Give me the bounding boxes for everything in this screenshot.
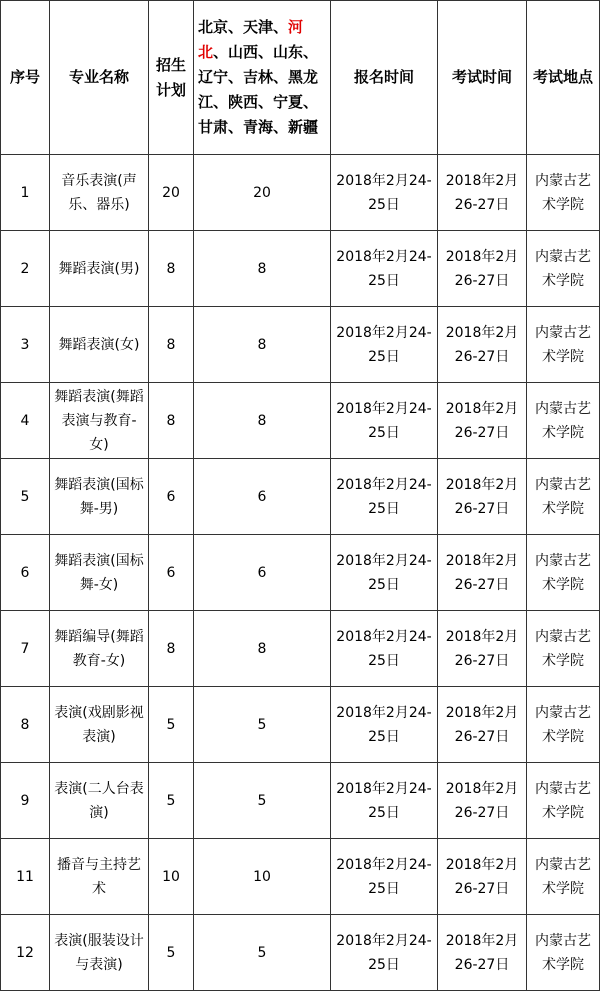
header-exam-place: 考试地点 [527,1,600,155]
table-row [1,535,600,611]
cell-exam-place: 内蒙古艺术学院 [527,915,600,991]
cell-regions: 5 [194,687,331,763]
cell-regions: 8 [194,307,331,383]
cell-exam-place: 内蒙古艺术学院 [527,307,600,383]
cell-major: 舞蹈表演(男) [50,231,149,307]
cell-seq: 8 [1,687,50,763]
cell-exam-time: 2018年2月26-27日 [438,535,527,611]
cell-exam-place: 内蒙古艺术学院 [527,231,600,307]
cell-major: 表演(二人台表演) [50,763,149,839]
cell-major: 舞蹈表演(国标舞-男) [50,459,149,535]
cell-reg-time: 2018年2月24-25日 [331,611,438,687]
header-regions-highlight: 河北 [198,18,304,61]
cell-exam-time: 2018年2月26-27日 [438,231,527,307]
cell-exam-time: 2018年2月26-27日 [438,611,527,687]
cell-major: 播音与主持艺术 [50,839,149,915]
cell-reg-time: 2018年2月24-25日 [331,459,438,535]
cell-regions: 20 [194,155,331,231]
cell-regions: 8 [194,231,331,307]
cell-plan: 20 [149,155,194,231]
cell-exam-time: 2018年2月26-27日 [438,383,527,459]
cell-exam-place: 内蒙古艺术学院 [527,383,600,459]
cell-exam-time: 2018年2月26-27日 [438,763,527,839]
cell-seq: 11 [1,839,50,915]
cell-plan: 6 [149,535,194,611]
cell-reg-time: 2018年2月24-25日 [331,763,438,839]
header-seq: 序号 [1,1,50,155]
cell-plan: 8 [149,307,194,383]
cell-plan: 5 [149,915,194,991]
cell-reg-time: 2018年2月24-25日 [331,915,438,991]
header-row [1,1,600,155]
cell-major: 舞蹈表演(女) [50,307,149,383]
cell-exam-time: 2018年2月26-27日 [438,839,527,915]
table-row [1,307,600,383]
header-regions [194,1,331,155]
table-row [1,687,600,763]
cell-reg-time: 2018年2月24-25日 [331,231,438,307]
cell-plan: 5 [149,687,194,763]
table-row [1,839,600,915]
cell-seq: 7 [1,611,50,687]
cell-seq: 12 [1,915,50,991]
cell-plan: 8 [149,611,194,687]
cell-regions: 5 [194,915,331,991]
cell-plan: 8 [149,231,194,307]
cell-reg-time: 2018年2月24-25日 [331,839,438,915]
cell-plan: 5 [149,763,194,839]
cell-major: 舞蹈表演(舞蹈表演与教育-女) [50,383,149,459]
header-reg-time: 报名时间 [331,1,438,155]
table-row [1,459,600,535]
header-exam-time: 考试时间 [438,1,527,155]
cell-reg-time: 2018年2月24-25日 [331,687,438,763]
cell-exam-time: 2018年2月26-27日 [438,687,527,763]
cell-regions: 8 [194,383,331,459]
cell-seq: 4 [1,383,50,459]
header-plan: 招生计划 [149,1,194,155]
header-regions-after: 、山西、山东、辽宁、吉林、黑龙江、陕西、宁夏、甘肃、青海、新疆 [198,43,319,136]
cell-exam-place: 内蒙古艺术学院 [527,535,600,611]
cell-regions: 5 [194,763,331,839]
cell-seq: 1 [1,155,50,231]
cell-exam-place: 内蒙古艺术学院 [527,459,600,535]
table-row [1,611,600,687]
cell-major: 舞蹈编导(舞蹈教育-女) [50,611,149,687]
cell-regions: 6 [194,535,331,611]
cell-exam-time: 2018年2月26-27日 [438,459,527,535]
cell-regions: 6 [194,459,331,535]
table-row [1,155,600,231]
cell-seq: 3 [1,307,50,383]
cell-major: 表演(服装设计与表演) [50,915,149,991]
cell-plan: 6 [149,459,194,535]
cell-exam-place: 内蒙古艺术学院 [527,839,600,915]
table-row [1,763,600,839]
cell-exam-time: 2018年2月26-27日 [438,155,527,231]
cell-reg-time: 2018年2月24-25日 [331,307,438,383]
table-row [1,231,600,307]
cell-regions: 8 [194,611,331,687]
table-body [1,155,600,991]
cell-exam-time: 2018年2月26-27日 [438,307,527,383]
cell-seq: 5 [1,459,50,535]
cell-seq: 6 [1,535,50,611]
cell-plan: 8 [149,383,194,459]
cell-exam-place: 内蒙古艺术学院 [527,155,600,231]
header-regions-before: 北京、天津、 [198,18,289,36]
cell-exam-place: 内蒙古艺术学院 [527,763,600,839]
cell-reg-time: 2018年2月24-25日 [331,535,438,611]
table-row [1,915,600,991]
cell-exam-place: 内蒙古艺术学院 [527,687,600,763]
cell-plan: 10 [149,839,194,915]
cell-regions: 10 [194,839,331,915]
cell-reg-time: 2018年2月24-25日 [331,155,438,231]
cell-major: 音乐表演(声乐、器乐) [50,155,149,231]
cell-exam-place: 内蒙古艺术学院 [527,611,600,687]
cell-exam-time: 2018年2月26-27日 [438,915,527,991]
header-major: 专业名称 [50,1,149,155]
table-row [1,383,600,459]
cell-seq: 2 [1,231,50,307]
cell-seq: 9 [1,763,50,839]
cell-major: 舞蹈表演(国标舞-女) [50,535,149,611]
cell-reg-time: 2018年2月24-25日 [331,383,438,459]
cell-major: 表演(戏剧影视表演) [50,687,149,763]
